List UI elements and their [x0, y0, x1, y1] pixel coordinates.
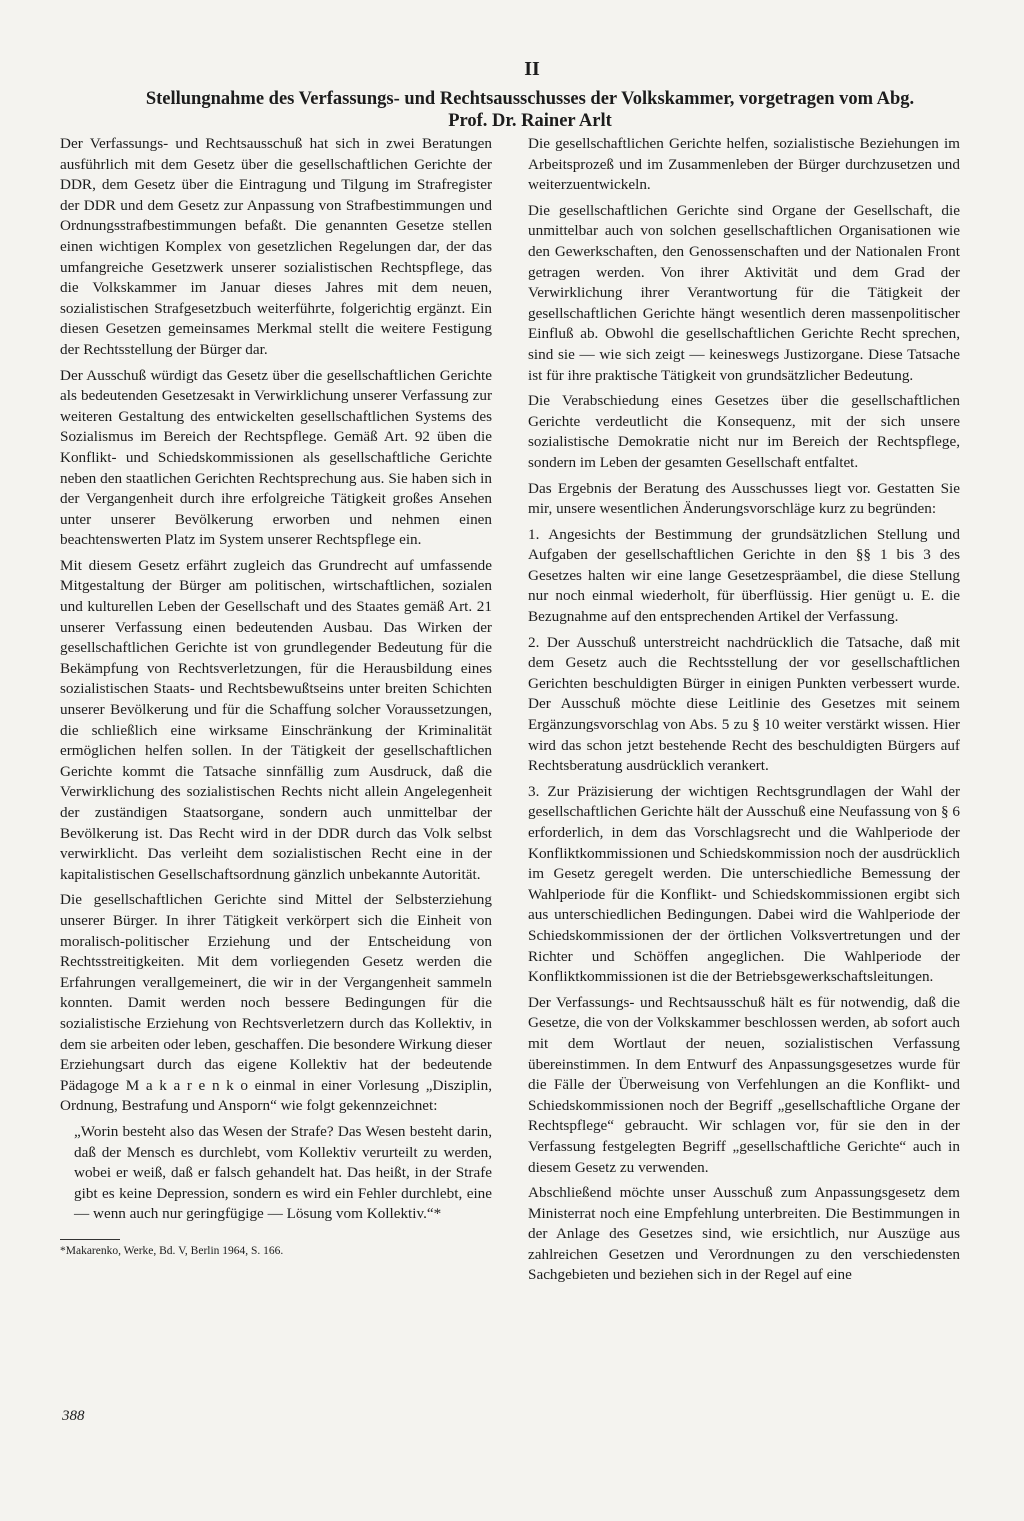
paragraph: Der Ausschuß würdigt das Gesetz über die gesellschaftlichen Gerichte als bedeutenden Gesetzesakt in Verwirklichung unserer Verfassung zur weiteren Gestaltung des entwickelten gesellschaftlichen Systems des Sozialismus im Bereich der Rechtspflege. Gemäß Art. 92 üben die Konflikt- und Schiedskommissionen als gesellschaftliche Gerichte neben den staatlichen Gerichten Rechtsprechung aus. Sie haben sich in der Vergangenheit durch ihre erfolgreiche Tätigkeit großes Ansehen unter unserer Bevölkerung erworben und nehmen einen beachtenswerten Platz im System unserer Rechtspflege ein.	[60, 366, 492, 549]
list-item: 3. Zur Präzisierung der wichtigen Rechtsgrundlagen der Wahl der gesellschaftlichen Gerichte hält der Ausschuß eine Neufassung von § 6 erforderlich, in dem das Vorschlagsrecht und die Wahlperiode der Konfliktkommissionen und Schiedskommission noch der ausdrücklich im Gesetz geregelt werden. Die unterschiedliche Bemessung der Wahlperiode für die Konflikt- und Schiedskommissionen ergibt sich aus unterschiedlichen Bedingungen. Dabei wird die Wahlperiode der Schiedskommissionen der der örtlichen Volksvertretungen und der Richter und Schöffen angeglichen. Die Wahlperiode der Konfliktkommissionen ist die der Betriebsgewerkschaftsleitungen.	[528, 782, 960, 986]
paragraph: Mit diesem Gesetz erfährt zugleich das Grundrecht auf umfassende Mitgestaltung der Bürger am politischen, wirtschaftlichen, sozialen und kulturellen Leben der Gesellschaft und des Staates gemäß Art. 21 unserer Verfassung einen bedeutenden Ausbau. Das Wirken der gesellschaftlichen Gerichte ist von grundlegender Bedeutung für die Bekämpfung von Rechtsverletzungen, für die Herausbildung eines sozialistischen Staats- und Rechtsbewußtseins unter breiten Schichten unserer Bevölkerung und für die Schaffung solcher Voraussetzungen, die schließlich eine wirksame Einschränkung der Kriminalität ermöglichen helfen sollen. In der Tätigkeit der gesellschaftlichen Gerichte kommt die Tatsache sinnfällig zum Ausdruck, daß die Verwirklichung des sozialistischen Rechts nicht allein Angelegenheit der zuständigen Staatsorgane, sondern auch unmittelbar der Bevölkerung ist. Das Recht wird in der DDR durch das Volk selbst verwirklicht. Das verleiht dem sozialistischen Recht eine in der kapitalistischen Gesellschaftsordnung gänzlich unbekannte Autorität.	[60, 556, 492, 883]
paragraph: Die Verabschiedung eines Gesetzes über die gesellschaftlichen Gerichte verdeutlicht die Konsequenz, mit der sich unsere sozialistische Demokratie nicht nur im Bereich der Rechtspflege, sondern im Leben der gesamten Gesellschaft entfaltet.	[528, 392, 960, 471]
section-number: II	[524, 58, 540, 80]
footnote: *Makarenko, Werke, Bd. V, Berlin 1964, S. 166.	[60, 1244, 284, 1257]
list-item: 2. Der Ausschuß unterstreicht nachdrücklich die Tatsache, daß mit dem Gesetz auch die Rechtsstellung der vor gesellschaftlichen Gerichten beschuldigten Bürger in einigen Punkten verbessert wurde. Der Ausschuß möchte diese Leitlinie des Gesetzes mit seinem Ergänzungsvorschlag von Abs. 5 zu § 10 weiter verstärkt wissen. Hier wird das schon jetzt bestehende Recht des beschuldigten Bürgers auf Rechtsberatung ausdrücklich verankert.	[528, 633, 960, 775]
right-column	[528, 134, 960, 1291]
paragraph: Der Verfassungs- und Rechtsausschuß hält es für notwendig, daß die Gesetze, die von der Volkskammer beschlossen werden, ab sofort auch mit dem Wortlaut der neuen, sozialistischen Verfassung übereinstimmen. In dem Entwurf des Anpassungsgesetzes wurde für die Fälle der Überweisung von Verfehlungen an die Konflikt- und Schiedskommissionen noch der Begriff „gesellschaftliche Organe der Rechtspflege“ gebraucht. Wir schlagen vor, für sie den in der Verfassung festgelegten Begriff „gesellschaftliche Gerichte“ auch in diesem Gesetz zu verwenden.	[528, 993, 960, 1176]
paragraph: Die gesellschaftlichen Gerichte sind Mittel der Selbsterziehung unserer Bürger. In ihrer Tätigkeit verkörpert sich die Einheit von moralisch-politischer Erziehung und der Entscheidung von Rechtsstreitigkeiten. Mit dem vorliegenden Gesetz werden die Erfahrungen verallgemeinert, die wir in der Vergangenheit sammeln konnten. Damit werden noch bessere Bedingungen für die sozialistische Erziehung von Rechtsverletzern durch das Kollektiv, in dem sie arbeiten oder leben, geschaffen. Die besondere Wirkung dieser Erziehungsart durch das eigene Kollektiv hat der bedeutende Pädagoge M a k a r e n k o einmal in einer Vorlesung „Disziplin, Ordnung, Bestrafung und Ansporn“ wie folgt gekennzeichnet:	[60, 891, 492, 1115]
paragraph: Das Ergebnis der Beratung des Ausschusses liegt vor. Gestatten Sie mir, unsere wesentlichen Änderungsvorschläge kurz zu begründen:	[528, 479, 960, 518]
footnote-divider	[60, 1239, 120, 1240]
page-title: Stellungnahme des Verfassungs- und Rechtsausschusses der Volkskammer, vorgetragen vom Abg. Prof. Dr. Rainer Arlt	[145, 89, 915, 131]
paragraph: Die gesellschaftlichen Gerichte helfen, sozialistische Beziehungen im Arbeitsprozeß und im Zusammenleben der Bürger durchzusetzen und weiterzuentwickeln.	[528, 135, 960, 194]
left-column	[60, 134, 492, 1258]
list-item: 1. Angesichts der Bestimmung der grundsätzlichen Stellung und Aufgaben der gesellschaftlichen Gerichte in den §§ 1 bis 3 des Gesetzes halten wir eine lange Gesetzespräambel, die diese Stellung nur noch einmal wiederholt, für überflüssig. Hier genügt u. E. die Bezugnahme auf den entsprechenden Artikel der Verfassung.	[528, 525, 960, 626]
paragraph: Der Verfassungs- und Rechtsausschuß hat sich in zwei Beratungen ausführlich mit dem Gesetz über die gesellschaftlichen Gerichte der DDR, dem Gesetz über die Eintragung und Tilgung im Strafregister der DDR und dem Gesetz zur Anpassung von Strafbestimmungen und Ordnungsstrafbestimmungen befaßt. Die genannten Gesetze stellen einen wichtigen Komplex von gesetzlichen Regelungen dar, der das umfangreiche Gesetzwerk unserer sozialistischen Rechtspflege, das die Volkskammer im Januar dieses Jahres mit dem neuen, sozialistischen Strafgesetzbuch weiterführte, folgerichtig ergänzt. Ein diesen Gesetzen gemeinsames Merkmal stellt die weitere Festigung der Rechtsstellung der Bürger dar.	[60, 135, 492, 358]
paragraph: Die gesellschaftlichen Gerichte sind Organe der Gesellschaft, die unmittelbar auch von solchen gesellschaftlichen Organisationen wie den Gewerkschaften, den Genossenschaften und der Nationalen Front getragen werden. Von ihrer Aktivität und dem Grad der Verwirklichung ihrer Verantwortung für die Tätigkeit der gesellschaftlichen Gerichte hängt wesentlich deren massenpolitischer Einfluß ab. Obwohl die gesellschaftlichen Gerichte Recht sprechen, sind sie — wie sich zeigt — keineswegs Justizorgane. Diese Tatsache ist für ihre praktische Tätigkeit von grundsätzlicher Bedeutung.	[528, 201, 960, 384]
quotation: „Worin besteht also das Wesen der Strafe? Das Wesen besteht darin, daß der Mensch es durchlebt, vom Kollektiv verurteilt zu werden, wobei er weiß, daß er falsch gehandelt hat. Das heißt, in der Strafe gibt es keine Depression, sondern es wird ein Fehler durchlebt, eine — wenn auch nur geringfügige — Lösung vom Kollektiv.“*	[74, 1122, 492, 1223]
paragraph: Abschließend möchte unser Ausschuß zum Anpassungsgesetz dem Ministerrat noch eine Empfehlung unterbreiten. Die Bestimmungen in der Anlage des Gesetzes sind, wie ersichtlich, nur Auszüge aus zahlreichen Gesetzen und Verordnungen zu den verschiedensten Sachgebieten und beziehen sich in der Regel auf eine	[528, 1184, 960, 1284]
page-number: 388	[62, 1408, 85, 1424]
